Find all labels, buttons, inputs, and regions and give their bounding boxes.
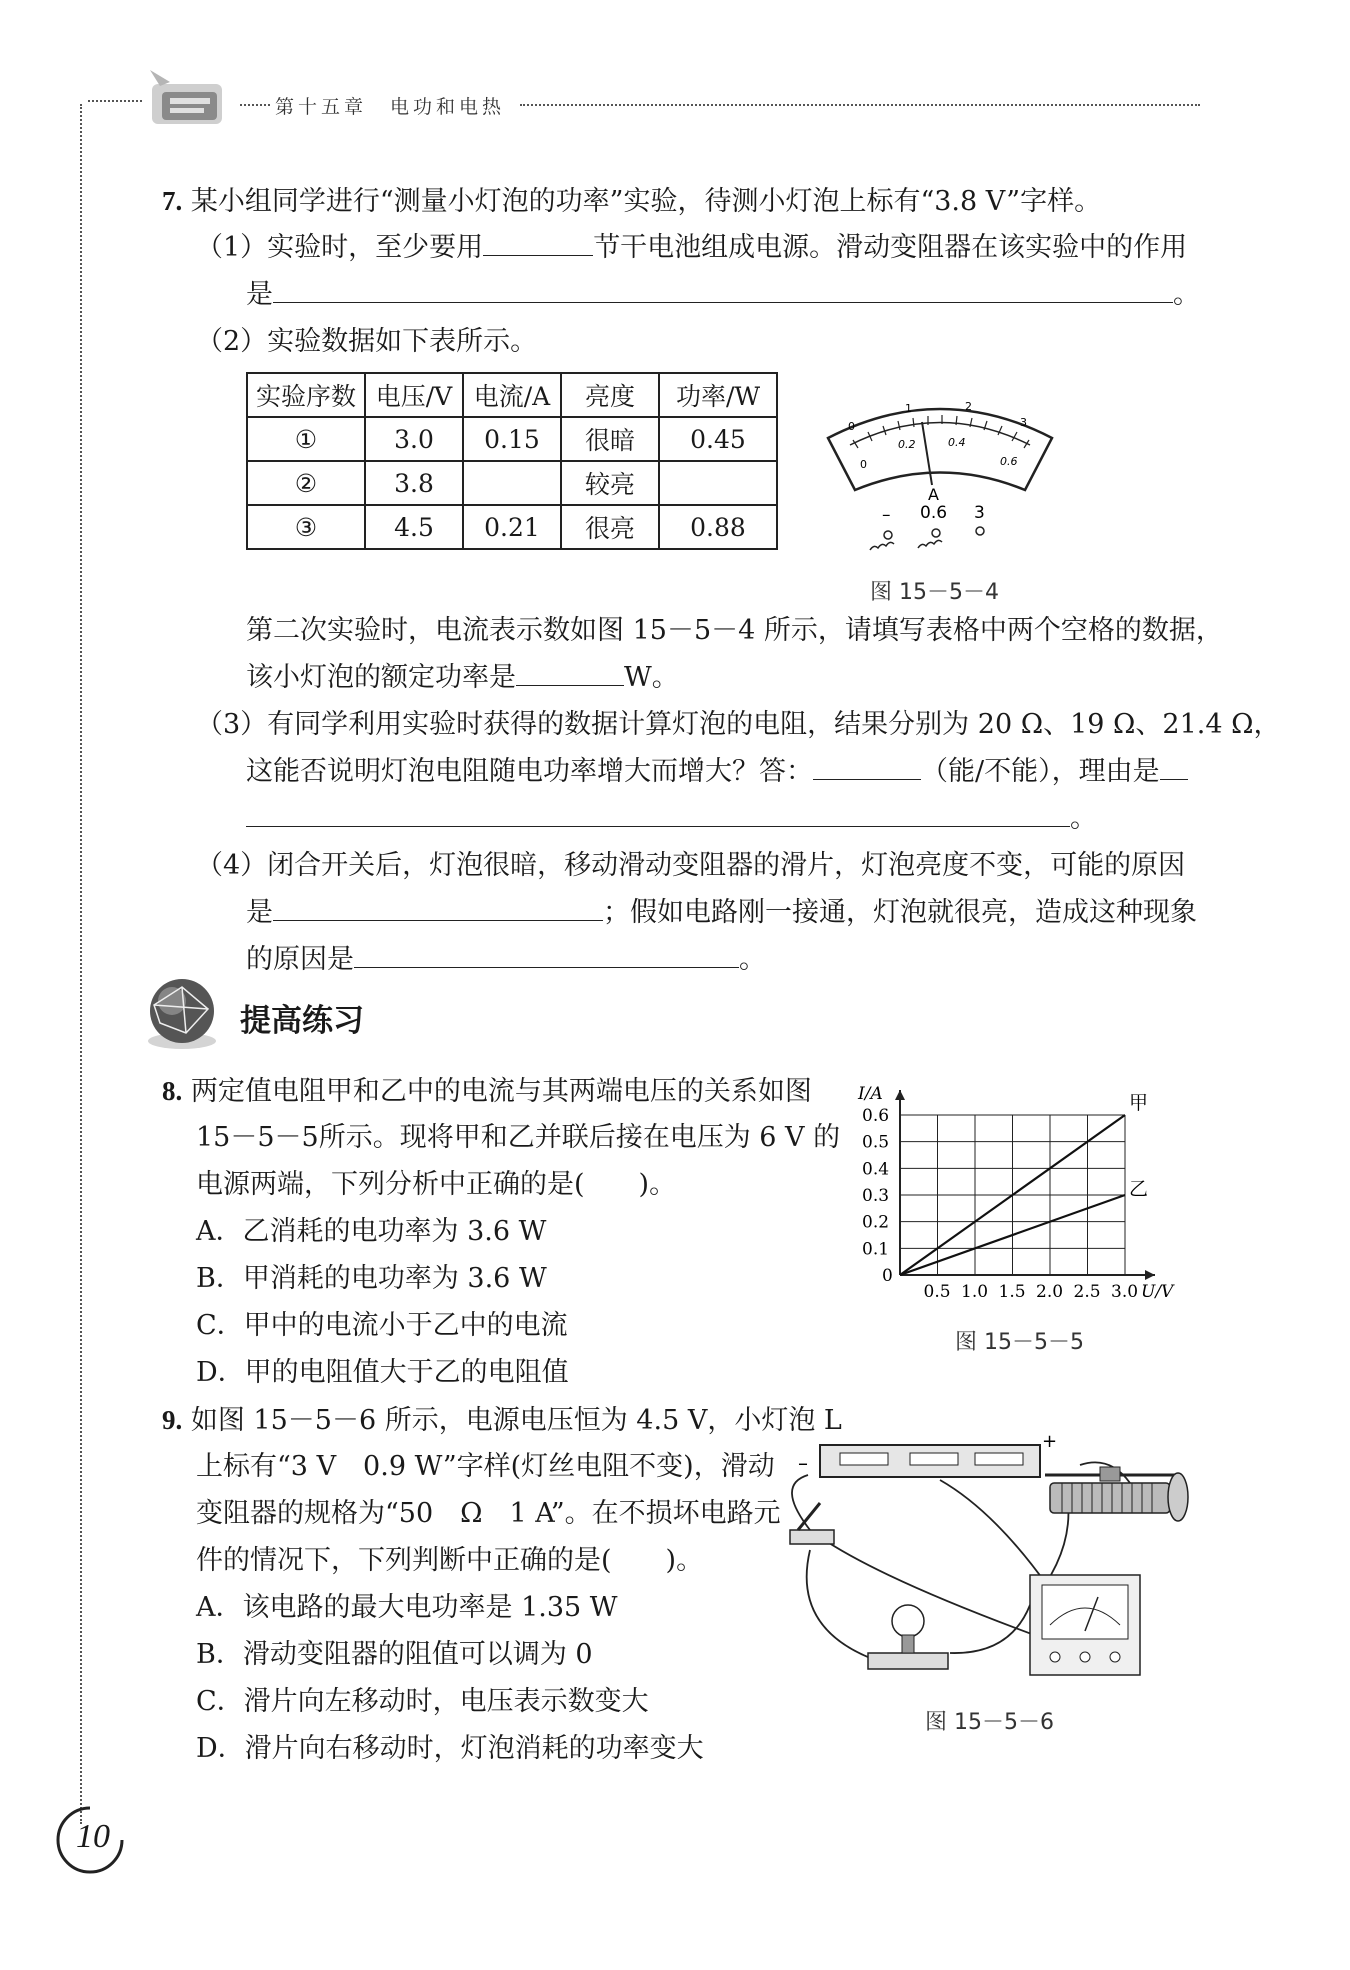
- q7-number: 7.: [162, 186, 183, 216]
- fig-15-5-6-caption: 图 15－5－6: [925, 1710, 1054, 1735]
- series-label: 甲: [1129, 1092, 1149, 1114]
- y-axis-label: I/A: [858, 1084, 883, 1104]
- series-label: 乙: [1129, 1178, 1149, 1200]
- q7-part3-line-a: （3）有同学利用实验时获得的数据计算灯泡的电阻，结果分别为 20 Ω、19 Ω、21.4 Ω，: [196, 709, 1281, 740]
- x-tick-label: 1.0: [961, 1282, 989, 1302]
- x-tick-label: 1.5: [998, 1282, 1026, 1302]
- q7-part2-line: （2）实验数据如下表所示。: [196, 326, 538, 357]
- page-number: 10: [76, 1818, 110, 1855]
- x-axis-label: U/V: [1141, 1282, 1174, 1302]
- table-cell-blank[interactable]: [659, 461, 777, 505]
- table-header-cell: 功率/W: [659, 373, 777, 417]
- q7-part4-end: 。: [739, 944, 766, 975]
- q9-line-0: [162, 1397, 842, 1444]
- table-header-cell: 电压/V: [365, 373, 463, 417]
- y-tick-label: 0.2: [862, 1212, 890, 1233]
- q7-part1-text-b: 节干电池组成电源。滑动变阻器在该实验中的作用: [593, 232, 1188, 263]
- header-rule-right: [520, 104, 1200, 106]
- q7-part4-line-b: [246, 890, 1197, 936]
- table-row: [247, 461, 777, 505]
- q7-part2-text-b: 该小灯泡的额定功率是: [246, 662, 516, 693]
- q8-text: 两定值电阻甲和乙中的电流与其两端电压的关系如图: [190, 1076, 812, 1107]
- fig-15-5-5-caption: 图 15－5－5: [955, 1330, 1084, 1355]
- table-cell: ①: [247, 417, 365, 461]
- x-tick-label: 3.0: [1111, 1282, 1139, 1302]
- answer-blank[interactable]: [246, 796, 1070, 827]
- y-tick-label: 0.4: [862, 1159, 890, 1180]
- battery-plus-label: +: [1042, 1431, 1058, 1452]
- answer-blank[interactable]: [1160, 749, 1188, 780]
- table-cell: 很亮: [561, 505, 659, 549]
- q7-part2-text-b-end: W。: [624, 662, 679, 693]
- meter-scale-bottom-1: 0.2: [898, 438, 916, 451]
- battery-minus-label: –: [798, 1451, 808, 1475]
- q7-part3-line-b: [246, 749, 1188, 795]
- meter-scale-top-2: 2: [965, 400, 972, 413]
- rheostat-icon: [1045, 1467, 1188, 1521]
- q7-part1-line2: [246, 272, 1200, 318]
- y-axis-arrow: [895, 1090, 905, 1100]
- ammeter-figure: [820, 390, 1060, 560]
- q7-part4-line-c: [246, 937, 766, 983]
- q7-stem-line: [162, 178, 1101, 225]
- q9-option-a[interactable]: A．该电路的最大电功率是 1.35 W: [196, 1592, 618, 1623]
- table-cell-blank[interactable]: [463, 461, 561, 505]
- q8-line-0: [162, 1068, 812, 1115]
- q7-part4-line-a: （4）闭合开关后，灯泡很暗，移动滑动变阻器的滑片，灯泡亮度不变，可能的原因: [196, 850, 1186, 881]
- answer-blank[interactable]: [483, 225, 593, 256]
- q9-text: 如图 15－5－6 所示，电源电压恒为 4.5 V，小灯泡 L: [190, 1405, 842, 1436]
- header-rule-left: [88, 100, 142, 102]
- table-cell: 0.21: [463, 505, 561, 549]
- origin-label: 0: [882, 1266, 893, 1286]
- q9-line-2: 变阻器的规格为“50 Ω 1 A”。在不损坏电路元: [196, 1498, 781, 1529]
- table-cell: ③: [247, 505, 365, 549]
- q9-line-1: 上标有“3 V 0.9 W”字样(灯丝电阻不变)，滑动: [196, 1451, 775, 1482]
- meter-scale-bottom-0: 0: [860, 458, 867, 471]
- table-header-cell: 实验序数: [247, 373, 365, 417]
- meter-terminal-minus: –: [882, 505, 891, 525]
- answer-blank[interactable]: [273, 272, 1173, 303]
- battery-icon: [820, 1445, 1040, 1477]
- header-rule-mid: [240, 104, 270, 106]
- q7-part2-line-b: [246, 655, 679, 701]
- q7-part1-end: 。: [1173, 279, 1200, 310]
- meter-scale-top-0: 0: [848, 420, 855, 433]
- globe-icon: [142, 975, 222, 1051]
- table-row: [247, 505, 777, 549]
- table-cell: 4.5: [365, 505, 463, 549]
- answer-blank[interactable]: [273, 890, 603, 921]
- answer-blank[interactable]: [516, 655, 624, 686]
- meter-scale-bottom-3: 0.6: [1000, 455, 1018, 468]
- chapter-logo: [140, 62, 240, 132]
- meter-terminal-3: 3: [974, 503, 985, 523]
- q9-option-c[interactable]: C．滑片向左移动时，电压表示数变大: [196, 1686, 649, 1717]
- circuit-figure: [780, 1425, 1200, 1695]
- q8-line-2: 电源两端，下列分析中正确的是( )。: [196, 1169, 677, 1200]
- q7-part2-text-a: 第二次实验时，电流表示数如图 15－5－4 所示，请填写表格中两个空格的数据，: [246, 615, 1223, 646]
- q8-option-a[interactable]: A．乙消耗的电功率为 3.6 W: [196, 1216, 547, 1247]
- q7-part3-text-b: 这能否说明灯泡电阻随电功率增大而增大？答：: [246, 756, 813, 787]
- q9-option-d[interactable]: D．滑片向右移动时，灯泡消耗的功率变大: [196, 1733, 704, 1764]
- meter-scale-top-1: 1: [905, 402, 912, 415]
- q7-part1-text-a: （1）实验时，至少要用: [196, 232, 484, 263]
- y-tick-label: 0.3: [862, 1186, 890, 1206]
- q7-part1-text-c: 是: [246, 279, 273, 310]
- section-title: 提高练习: [240, 1003, 364, 1039]
- table-header-row: [247, 373, 777, 417]
- answer-blank[interactable]: [354, 937, 739, 968]
- table-cell: 较亮: [561, 461, 659, 505]
- q9-number: 9.: [162, 1405, 183, 1435]
- x-tick-label: 2.5: [1073, 1282, 1101, 1302]
- q8-option-d[interactable]: D．甲的电阻值大于乙的电阻值: [196, 1357, 569, 1388]
- bulb-icon: [868, 1605, 948, 1669]
- voltmeter-icon: [1030, 1575, 1140, 1675]
- q8-option-c[interactable]: C．甲中的电流小于乙中的电流: [196, 1310, 568, 1341]
- meter-face: [828, 409, 1052, 490]
- table-cell: ②: [247, 461, 365, 505]
- y-tick-label: 0.1: [862, 1239, 890, 1260]
- q8-line-1: 15－5－5所示。现将甲和乙并联后接在电压为 6 V 的: [196, 1122, 841, 1153]
- table-cell: 0.15: [463, 417, 561, 461]
- q7-data-table: [246, 372, 778, 550]
- table-cell: 0.88: [659, 505, 777, 549]
- q8-option-b[interactable]: B．甲消耗的电功率为 3.6 W: [196, 1263, 547, 1294]
- header-left-rule-vertical: [80, 104, 82, 1824]
- table-header-cell: 电流/A: [463, 373, 561, 417]
- meter-scale-bottom-2: 0.4: [948, 436, 966, 449]
- q7-part4-text-b2: ；假如电路刚一接通，灯泡就很亮，造成这种现象: [603, 897, 1197, 928]
- meter-terminal-06: 0.6: [920, 503, 948, 523]
- chapter-title: 第十五章 电功和电热: [275, 96, 506, 118]
- q7-part3-end: 。: [1070, 803, 1097, 834]
- q7-stem: 某小组同学进行“测量小灯泡的功率”实验，待测小灯泡上标有“3.8 V”字样。: [190, 186, 1102, 217]
- q7-part3-text-b2: （能/不能），理由是: [921, 756, 1160, 787]
- q7-part3-line-c: [246, 796, 1097, 842]
- y-tick-label: 0.5: [862, 1132, 890, 1153]
- q8-number: 8.: [162, 1076, 183, 1106]
- meter-unit: A: [928, 485, 939, 504]
- q9-option-b[interactable]: B．滑动变阻器的阻值可以调为 0: [196, 1639, 593, 1670]
- x-tick-label: 0.5: [923, 1282, 951, 1302]
- table-cell: 0.45: [659, 417, 777, 461]
- answer-blank[interactable]: [813, 749, 921, 780]
- q9-line-3: 件的情况下，下列判断中正确的是( )。: [196, 1545, 704, 1576]
- table-cell: 很暗: [561, 417, 659, 461]
- q7-part4-text-b: 是: [246, 897, 273, 928]
- iu-chart: [855, 1070, 1205, 1320]
- y-tick-label: 0.6: [862, 1106, 890, 1126]
- x-axis-arrow: [1145, 1270, 1155, 1280]
- q7-part1-line: [196, 225, 1187, 271]
- meter-scale-top-3: 3: [1020, 416, 1027, 429]
- table-header-cell: 亮度: [561, 373, 659, 417]
- table-row: [247, 417, 777, 461]
- table-cell: 3.0: [365, 417, 463, 461]
- x-tick-label: 2.0: [1036, 1282, 1064, 1302]
- q7-part4-text-c: 的原因是: [246, 944, 354, 975]
- fig-15-5-4-caption: 图 15－5－4: [870, 580, 999, 605]
- table-cell: 3.8: [365, 461, 463, 505]
